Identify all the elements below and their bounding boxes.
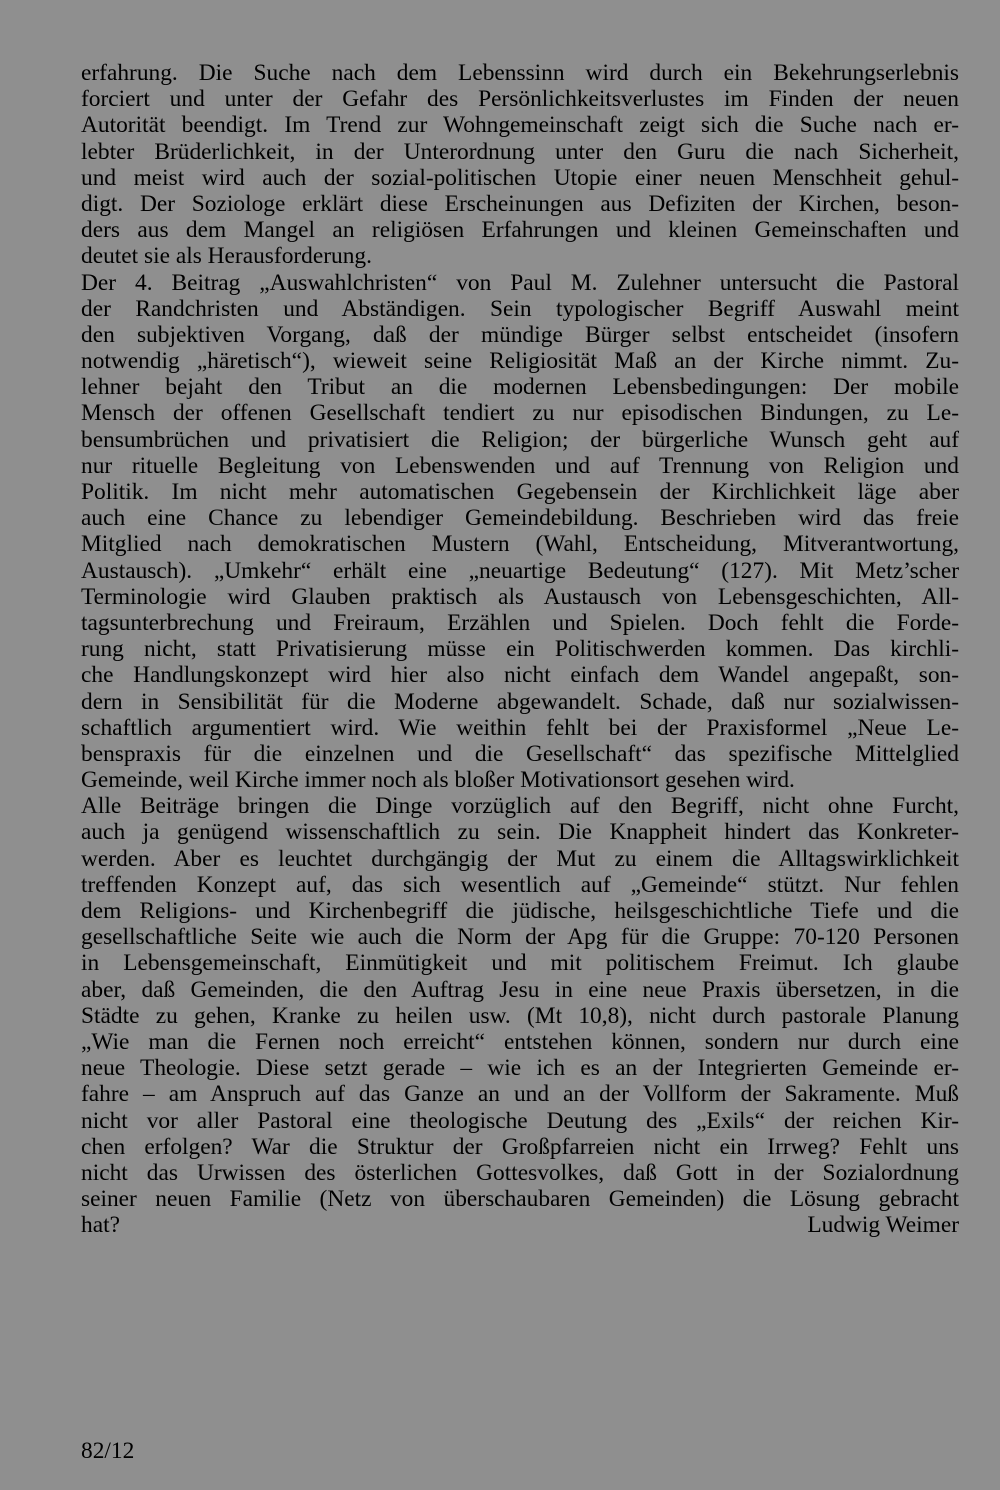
text-line: auch eine Chance zu lebendiger Gemeindebildung. Beschrieben wird das freie: [81, 505, 959, 532]
text-line: schaftlich argumentiert wird. Wie weithin fehlt bei der Praxisformel „Neue Le-: [81, 714, 959, 741]
final-line-with-signature: [81, 1212, 959, 1238]
text-line: in Lebensgemeinschaft, Einmütigkeit und mit politischem Freimut. Ich glaube: [81, 950, 959, 977]
text-line: nicht das Urwissen des österlichen Gottesvolkes, daß Gott in der Sozialordnung: [81, 1159, 959, 1186]
text-line: fahre – am Anspruch auf das Ganze an und an der Vollform der Sakramente. Muß: [81, 1081, 959, 1108]
final-line-text: hat?: [81, 1212, 120, 1239]
text-line: nicht vor aller Pastoral eine theologische Deutung des „Exils“ der reichen Kir-: [81, 1107, 959, 1134]
text-line: lehner bejaht den Tribut an die modernen Lebensbedingungen: Der mobile: [81, 374, 959, 401]
text-line: dem Religions- und Kirchenbegriff die jüdische, heilsgeschichtliche Tiefe und die: [81, 898, 959, 924]
text-line: dern in Sensibilität für die Moderne abgewandelt. Schade, daß nur sozialwissen-: [81, 688, 959, 715]
text-line: Autorität beendigt. Im Trend zur Wohngemeinschaft zeigt sich die Suche nach er-: [81, 112, 959, 139]
text-line: rung nicht, statt Privatisierung müsse ein Politischwerden kommen. Das kirchli-: [81, 636, 959, 663]
text-line: Städte zu gehen, Kranke zu heilen usw. (Mt 10,8), nicht durch pastorale Planung: [81, 1002, 959, 1029]
text-line: bensumbrüchen und privatisiert die Religion; der bürgerliche Wunsch geht auf: [81, 426, 959, 453]
text-line: erfahrung. Die Suche nach dem Lebenssinn wird durch ein Bekehrungserlebnis: [81, 60, 959, 86]
text-line: lebter Brüderlichkeit, in der Unterordnung unter den Guru die nach Sicherheit,: [81, 138, 959, 165]
text-line: benspraxis für die einzelnen und die Gesellschaft“ das spezifische Mittelglied: [81, 740, 959, 767]
text-line: deutet sie als Herausforderung.: [81, 243, 372, 270]
text-line: Mitglied nach demokratischen Mustern (Wahl, Entscheidung, Mitverantwortung,: [81, 531, 959, 558]
body-text: [81, 60, 959, 1238]
text-line: Mensch der offenen Gesellschaft tendiert zu nur episodischen Bindungen, zu Le-: [81, 400, 959, 427]
text-line: treffenden Konzept auf, das sich wesentlich auf „Gemeinde“ stützt. Nur fehlen: [81, 871, 959, 898]
text-line: nur rituelle Begleitung von Lebenswenden und auf Trennung von Religion und: [81, 452, 959, 479]
author-signature: Ludwig Weimer: [807, 1212, 959, 1239]
text-line: Austausch). „Umkehr“ erhält eine „neuartige Bedeutung“ (127). Mit Metz’scher: [81, 557, 959, 584]
text-line: „Wie man die Fernen noch erreicht“ entstehen können, sondern nur durch eine: [81, 1028, 959, 1055]
text-line: werden. Aber es leuchtet durchgängig der Mut zu einem die Alltagswirklichkeit: [81, 845, 959, 872]
text-line: Terminologie wird Glauben praktisch als Austausch von Lebensgeschichten, All-: [81, 583, 959, 610]
text-line: Der 4. Beitrag „Auswahlchristen“ von Paul M. Zulehner untersucht die Pastoral: [81, 269, 959, 296]
text-line: der Randchristen und Abständigen. Sein typologischer Begriff Auswahl meint: [81, 295, 959, 322]
text-line: che Handlungskonzept wird hier also nicht einfach dem Wandel angepaßt, son-: [81, 662, 959, 689]
text-line: Alle Beiträge bringen die Dinge vorzüglich auf den Begriff, nicht ohne Furcht,: [81, 793, 959, 820]
text-line: notwendig „häretisch“), wieweit seine Religiosität Maß an der Kirche nimmt. Zu-: [81, 348, 959, 375]
text-line: den subjektiven Vorgang, daß der mündige Bürger selbst entscheidet (insofern: [81, 321, 959, 348]
text-line: digt. Der Soziologe erklärt diese Erscheinungen aus Defiziten der Kirchen, beson-: [81, 190, 959, 217]
page-number: 82/12: [81, 1438, 135, 1464]
text-line: aber, daß Gemeinden, die den Auftrag Jesu in eine neue Praxis übersetzen, in die: [81, 976, 959, 1003]
text-line: gesellschaftliche Seite wie auch die Norm der Apg für die Gruppe: 70-120 Personen: [81, 924, 959, 951]
text-line: seiner neuen Familie (Netz von überschaubaren Gemeinden) die Lösung gebracht: [81, 1186, 959, 1213]
text-line: Politik. Im nicht mehr automatischen Gegebensein der Kirchlichkeit läge aber: [81, 479, 959, 505]
text-line: tagsunterbrechung und Freiraum, Erzählen und Spielen. Doch fehlt die Forde-: [81, 609, 959, 636]
text-line: ders aus dem Mangel an religiösen Erfahrungen und kleinen Gemeinschaften und: [81, 217, 959, 244]
text-line: Gemeinde, weil Kirche immer noch als bloßer Motivationsort gesehen wird.: [81, 767, 795, 794]
text-line: chen erfolgen? War die Struktur der Großpfarreien nicht ein Irrweg? Fehlt uns: [81, 1133, 959, 1160]
text-line: und meist wird auch der sozial-politischen Utopie einer neuen Menschheit gehul-: [81, 164, 959, 191]
text-line: neue Theologie. Diese setzt gerade – wie ich es an der Integrierten Gemeinde er-: [81, 1055, 959, 1082]
text-line: forciert und unter der Gefahr des Persönlichkeitsverlustes im Finden der neuen: [81, 86, 959, 113]
text-line: auch ja genügend wissenschaftlich zu sein. Die Knappheit hindert das Konkreter-: [81, 819, 959, 846]
